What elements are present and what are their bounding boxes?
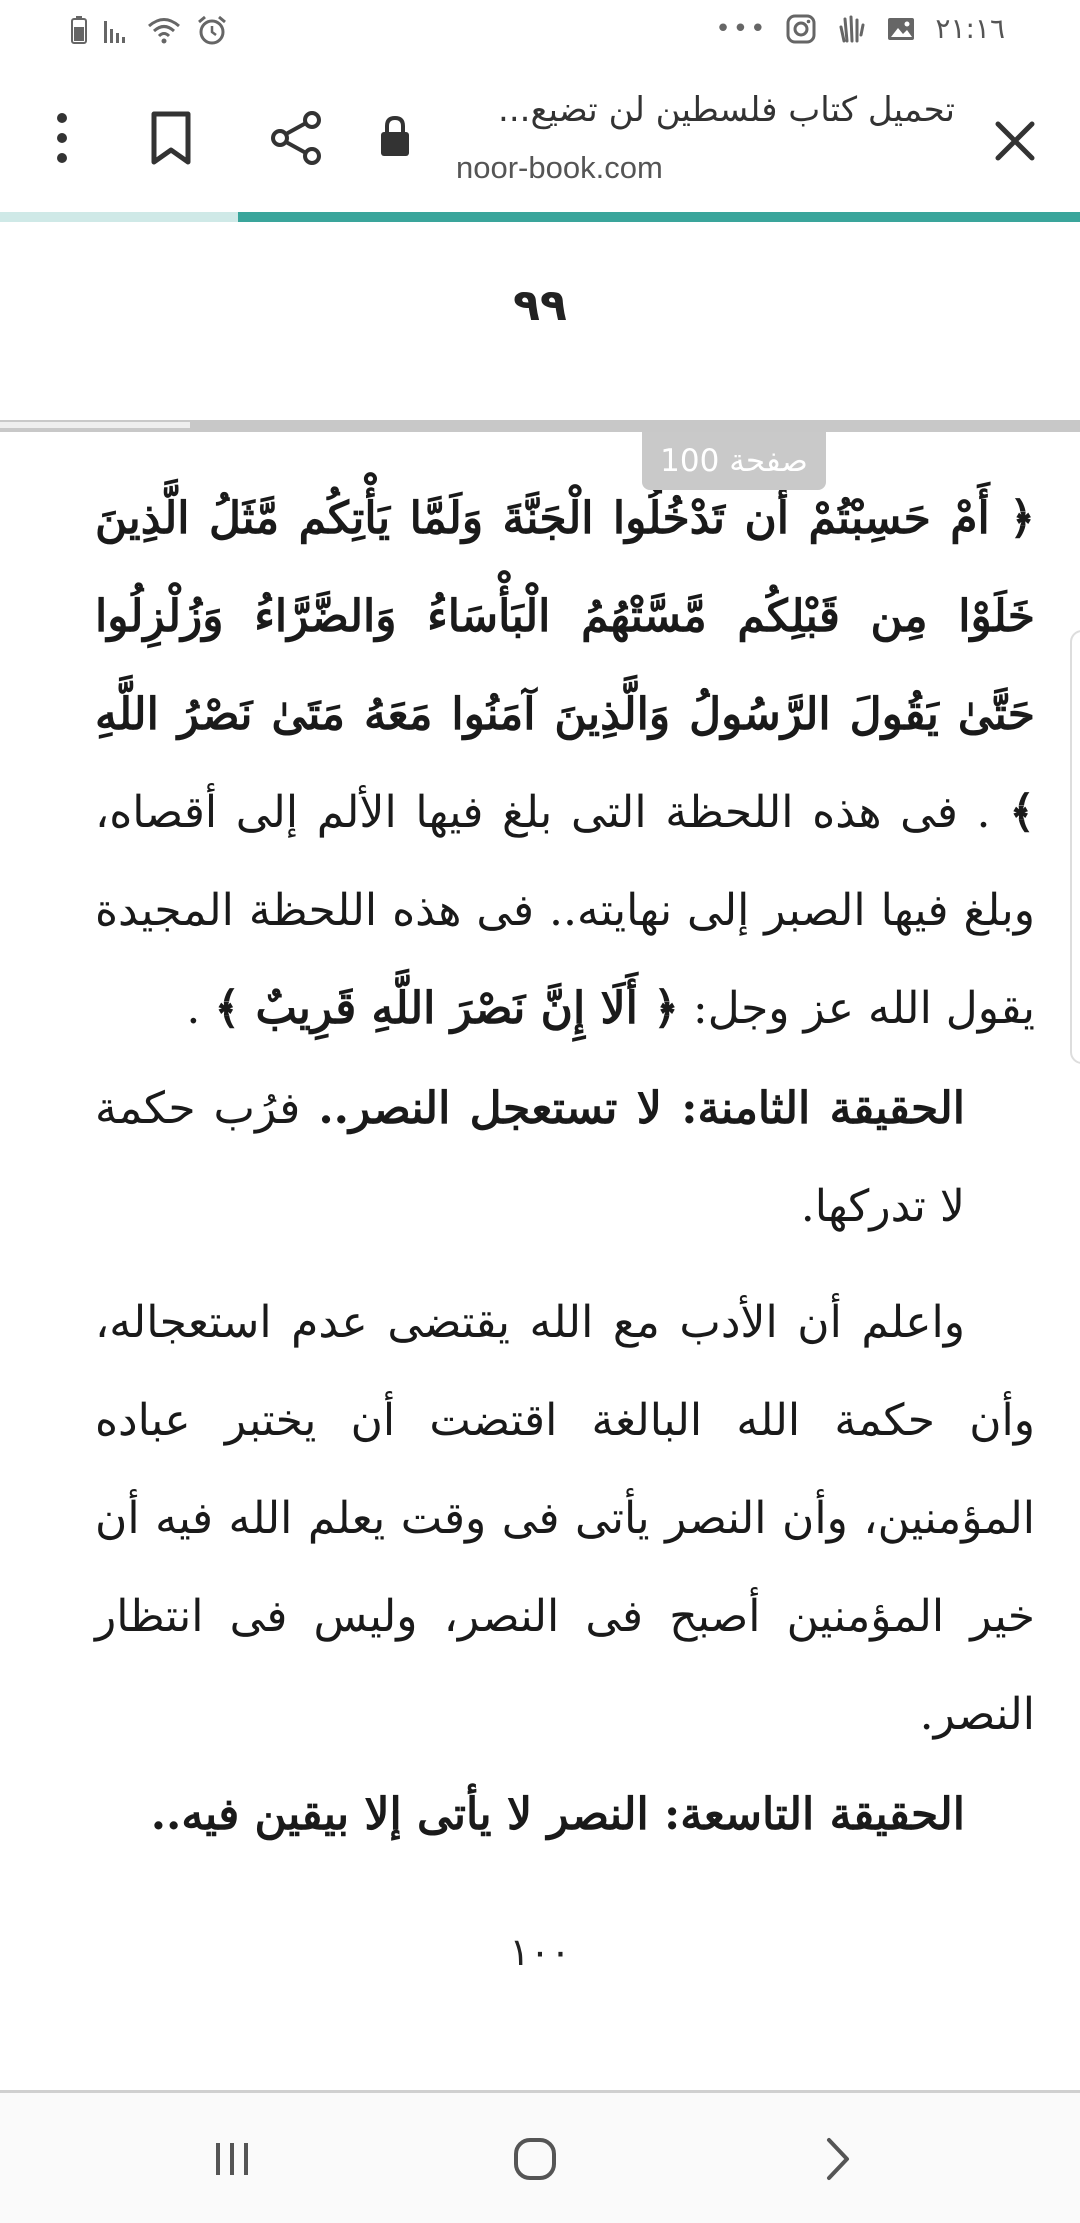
lock-icon [378, 114, 412, 158]
heading-8-rest: فرُب حكمة لا تدركها. [95, 1083, 965, 1232]
image-icon [885, 13, 917, 45]
home-icon [512, 2136, 558, 2182]
recent-apps-button[interactable] [202, 2131, 262, 2187]
page-divider-light [0, 422, 190, 428]
wifi-icon [146, 15, 182, 45]
bookmark-icon[interactable] [150, 110, 192, 166]
side-panel-handle[interactable] [1070, 630, 1080, 1064]
battery-icon [70, 15, 88, 45]
page-url: noor-book.com [456, 150, 663, 185]
heading-9: الحقيقة التاسعة: النصر لا يأتى إلا بيقين فيه.. [150, 1789, 965, 1840]
status-left [70, 14, 228, 46]
top-page-number: ٩٩ [513, 280, 567, 331]
more-vert-icon[interactable] [48, 110, 76, 166]
instagram-icon [785, 13, 817, 45]
browser-toolbar [0, 62, 1080, 212]
status-right [715, 12, 1005, 45]
quran-quote-1: ﴿ أَمْ حَسِبْتُمْ أَن تَدْخُلُوا الْجَنَّةَ وَلَمَّا يَأْتِكُم مَّثَلُ الَّذِينَ خَلَوْا مِن قَبْلِكُم مَّسَّتْهُمُ الْبَأْسَاءُ وَالضَّرَّاءُ وَزُلْزِلُوا حَتَّىٰ يَقُولَ الرَّسُولُ وَالَّذِينَ آمَنُوا مَعَهُ مَتَىٰ نَصْرُ اللَّهِ ﴾ [95, 493, 1035, 838]
signal-icon [102, 15, 132, 45]
quran-quote-2: ﴿ أَلَا إِنَّ نَصْرَ اللَّهِ قَرِيبٌ ﴾ [214, 983, 679, 1034]
status-more: ••• [715, 13, 768, 44]
document-content [95, 470, 1035, 1864]
recent-apps-icon [210, 2139, 254, 2179]
paragraph-heading-8 [95, 1060, 1035, 1256]
alarm-icon [196, 14, 228, 46]
share-icon[interactable] [268, 110, 324, 166]
back-button[interactable] [808, 2131, 868, 2187]
page-load-progress [0, 212, 1080, 222]
status-bar [0, 0, 1080, 62]
close-icon[interactable] [990, 116, 1040, 166]
navigation-bar [0, 2090, 1080, 2223]
page-badge: صفحة 100 [642, 432, 826, 490]
paragraph-1-text: . فى هذه اللحظة التى بلغ فيها الألم إلى أقصاه، وبلغ فيها الصبر إلى نهايته.. فى هذه اللحظة المجيدة يقول الله عز وجل: [95, 787, 1035, 1034]
heading-8-bold: الحقيقة الثامنة: لا تستعجل النصر.. [318, 1083, 965, 1134]
status-time: ٢١:١٦ [935, 12, 1005, 45]
page-title: تحميل كتاب فلسطين لن تضيع... [498, 90, 955, 130]
progress-fill [238, 212, 1080, 222]
home-button[interactable] [505, 2131, 565, 2187]
paragraph-1-end: . [186, 983, 215, 1034]
paragraph-2: واعلم أن الأدب مع الله يقتضى عدم استعجاله، وأن حكمة الله البالغة اقتضت أن يختبر عباده المؤمنين، وأن النصر يأتى فى وقت يعلم الله فيه أن خير المؤمنين أصبح فى النصر، وليس فى انتظار النصر. [95, 1297, 1035, 1740]
bottom-page-number: ١٠٠ [509, 1930, 571, 1974]
hand-icon [835, 13, 867, 45]
paragraph-1 [95, 470, 1035, 1058]
back-icon [823, 2136, 853, 2182]
